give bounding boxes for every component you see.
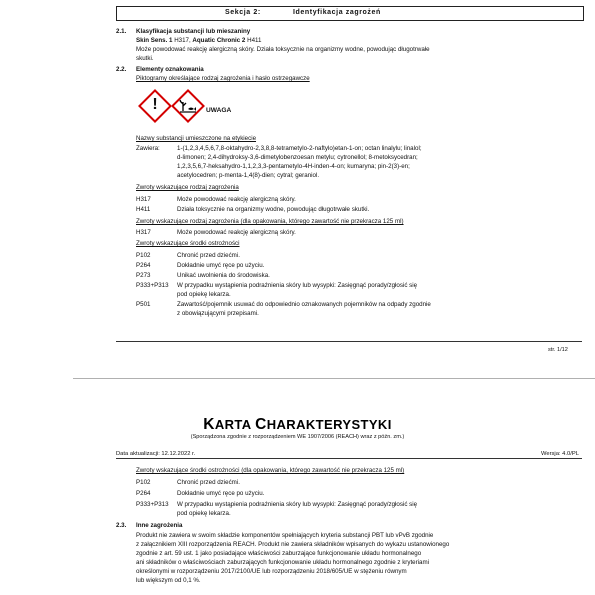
other-hazards-line-3: zgodnie z art. 59 ust. 1 jako posiadające właściwości zaburzające funkcjonowanie układu hormonalnego [136,550,422,557]
precaution-code-p501: P501 [136,301,151,308]
revision-date: Data aktualizacji: 12.12.2022 r. [116,451,196,457]
p2-precaution-text-p264: Dokładnie umyć ręce po użyciu. [177,490,265,497]
hazard-statements-label: Zwroty wskazujące rodzaj zagrożenia [136,184,239,191]
exclamation-icon: ! [152,96,158,113]
other-hazards-line-5: określonymi w rozporządzeniu 2017/2100/UE lub rozporządzeniu 2018/605/UE w stężeniu równym [136,568,407,575]
precaution-text-p102: Chronić przed dziećmi. [177,252,240,259]
class-aquatic: Aquatic Chronic 2 [192,37,246,44]
p2-precaution-text-p102: Chronić przed dziećmi. [177,479,240,486]
p2-precaution-code-p264: P264 [136,490,151,497]
class-h411: H411 [245,37,262,44]
precaution-text-p264: Dokładnie umyć ręce po użyciu. [177,262,265,269]
section-2-2-number: 2.2. [116,66,127,73]
version-label: Wersja: 4.0/PL [541,451,579,457]
contains-label: Zawiera: [136,145,160,152]
footer-rule [116,341,582,342]
hazard-small-pack-label: Zwroty wskazujące rodzaj zagrożenia (dla opakowania, którego zawartość nie przekracza 125 ml) [136,218,404,225]
hazard-text-h411: Działa toksycznie na organizmy wodne, powodując długotrwałe skutki. [177,206,370,213]
p2-precaution-code-p333-p313: P333+P313 [136,501,169,508]
dead-tree-fish-icon [176,94,200,118]
page-separator [73,378,595,379]
section-title: Identyfikacja zagrożeń [293,9,381,16]
class-skin-sens: Skin Sens. 1 [136,37,173,44]
p2-precaution-text-p333-p313-line-1: W przypadku wystąpienia podrażnienia skóry lub wysypki: Zasięgnąć porady/zgłosić się [177,501,418,508]
precaution-code-p102: P102 [136,252,151,259]
section-2-1-number: 2.1. [116,28,127,35]
substances-label: Nazwy substancji umieszczone na etykiecie [136,135,257,142]
section-2-1-heading: Klasyfikacja substancji lub mieszaniny [136,28,251,35]
classification-line [136,37,261,45]
hazard-small-text-h317: Może powodować reakcję alergiczną skóry. [177,229,296,236]
precaution-text-p501-line-2: z obowiązującymi przepisami. [177,310,259,317]
pictograms-label: Piktogramy określające rodzaj zagrożenia i hasło ostrzegawcze [136,75,310,82]
contains-line-3: 1,2,3,5,6,7-heksahydro-1,1,2,3,3-pentametylo-4H-inden-4-on; kumaryna; pin-2(3)-en; [177,163,410,170]
contains-line-2: d-limonen; 2,4-dihydroksy-3,6-dimetylobenzoesan metylu; cytronellol; 8-metoksycedran; [177,154,418,161]
precautionary-small-pack-label: Zwroty wskazujące środki ostrożności (dla opakowania, którego zawartość nie przekracza 125 ml) [136,467,405,474]
section-2-2-heading: Elementy oznakowania [136,66,204,73]
p2-precaution-code-p102: P102 [136,479,151,486]
p2-precaution-text-p333-p313-line-2: pod opiekę lekarza. [177,510,231,517]
contains-line-4: acetylocedren; p-menta-1,4(8)-dien; cytral; geraniol. [177,172,320,179]
hazard-small-code-h317: H317 [136,229,151,236]
precaution-code-p264: P264 [136,262,151,269]
precaution-code-p333-p313: P333+P313 [136,282,169,289]
contains-line-1: 1-(1,2,3,4,5,6,7,8-oktahydro-2,3,8,8-tetrametylo-2-naftylo)etan-1-on; octan linalylu; linalol; [177,145,422,152]
section-header [116,6,584,21]
other-hazards-line-4: ani składników o właściwościach zaburzających funkcjonowanie układu hormonalnego zgodnie z kryteriami [136,559,430,566]
signal-word: UWAGA [206,107,232,114]
classification-desc-2: skutki. [136,55,154,62]
other-hazards-line-1: Produkt nie zawiera w swoim składzie komponentów spełniających kryteria substancji PBT lub vPvB zgodnie [136,532,434,539]
hazard-code-h317: H317 [136,196,151,203]
page-number: str. 1/12 [548,347,568,353]
precaution-text-p501-line-1: Zawartość/pojemnik usuwać do odpowiednio oznakowanych pojemników na odpady zgodnie [177,301,431,308]
class-h317: H317, [172,37,193,44]
precautionary-label: Zwroty wskazujące środki ostrożności [136,240,240,247]
other-hazards-line-6: lub większym od 0,1 %. [136,577,201,584]
hazard-code-h411: H411 [136,206,151,213]
section-label: Sekcja 2: [225,9,261,16]
precaution-code-p273: P273 [136,272,151,279]
document-subtitle: (Sporządzona zgodnie z rozporządzeniem WE 1907/2006 (REACH) wraz z późn. zm.) [190,434,405,440]
hazard-text-h317: Może powodować reakcję alergiczną skóry. [177,196,296,203]
header-rule [116,458,582,459]
classification-desc-1: Może powodować reakcję alergiczną skóry. Działa toksycznie na organizmy wodne, powodując długotrwałe [136,46,430,53]
other-hazards-line-2: z załącznikiem XIII rozporządzenia REACH. Produkt nie zawiera składników wpisanych do wykazu ustanowionego [136,541,450,548]
section-2-3-heading: Inne zagrożenia [136,522,183,529]
precaution-text-p273: Unikać uwolnienia do środowiska. [177,272,270,279]
section-2-3-number: 2.3. [116,522,127,529]
precaution-text-p333-p313-line-1: W przypadku wystąpienia podrażnienia skóry lub wysypki: Zasięgnąć porady/zgłosić się [177,282,418,289]
precaution-text-p333-p313-line-2: pod opiekę lekarza. [177,291,231,298]
document-title: KARTA CHARAKTERYSTYKI [203,416,392,433]
